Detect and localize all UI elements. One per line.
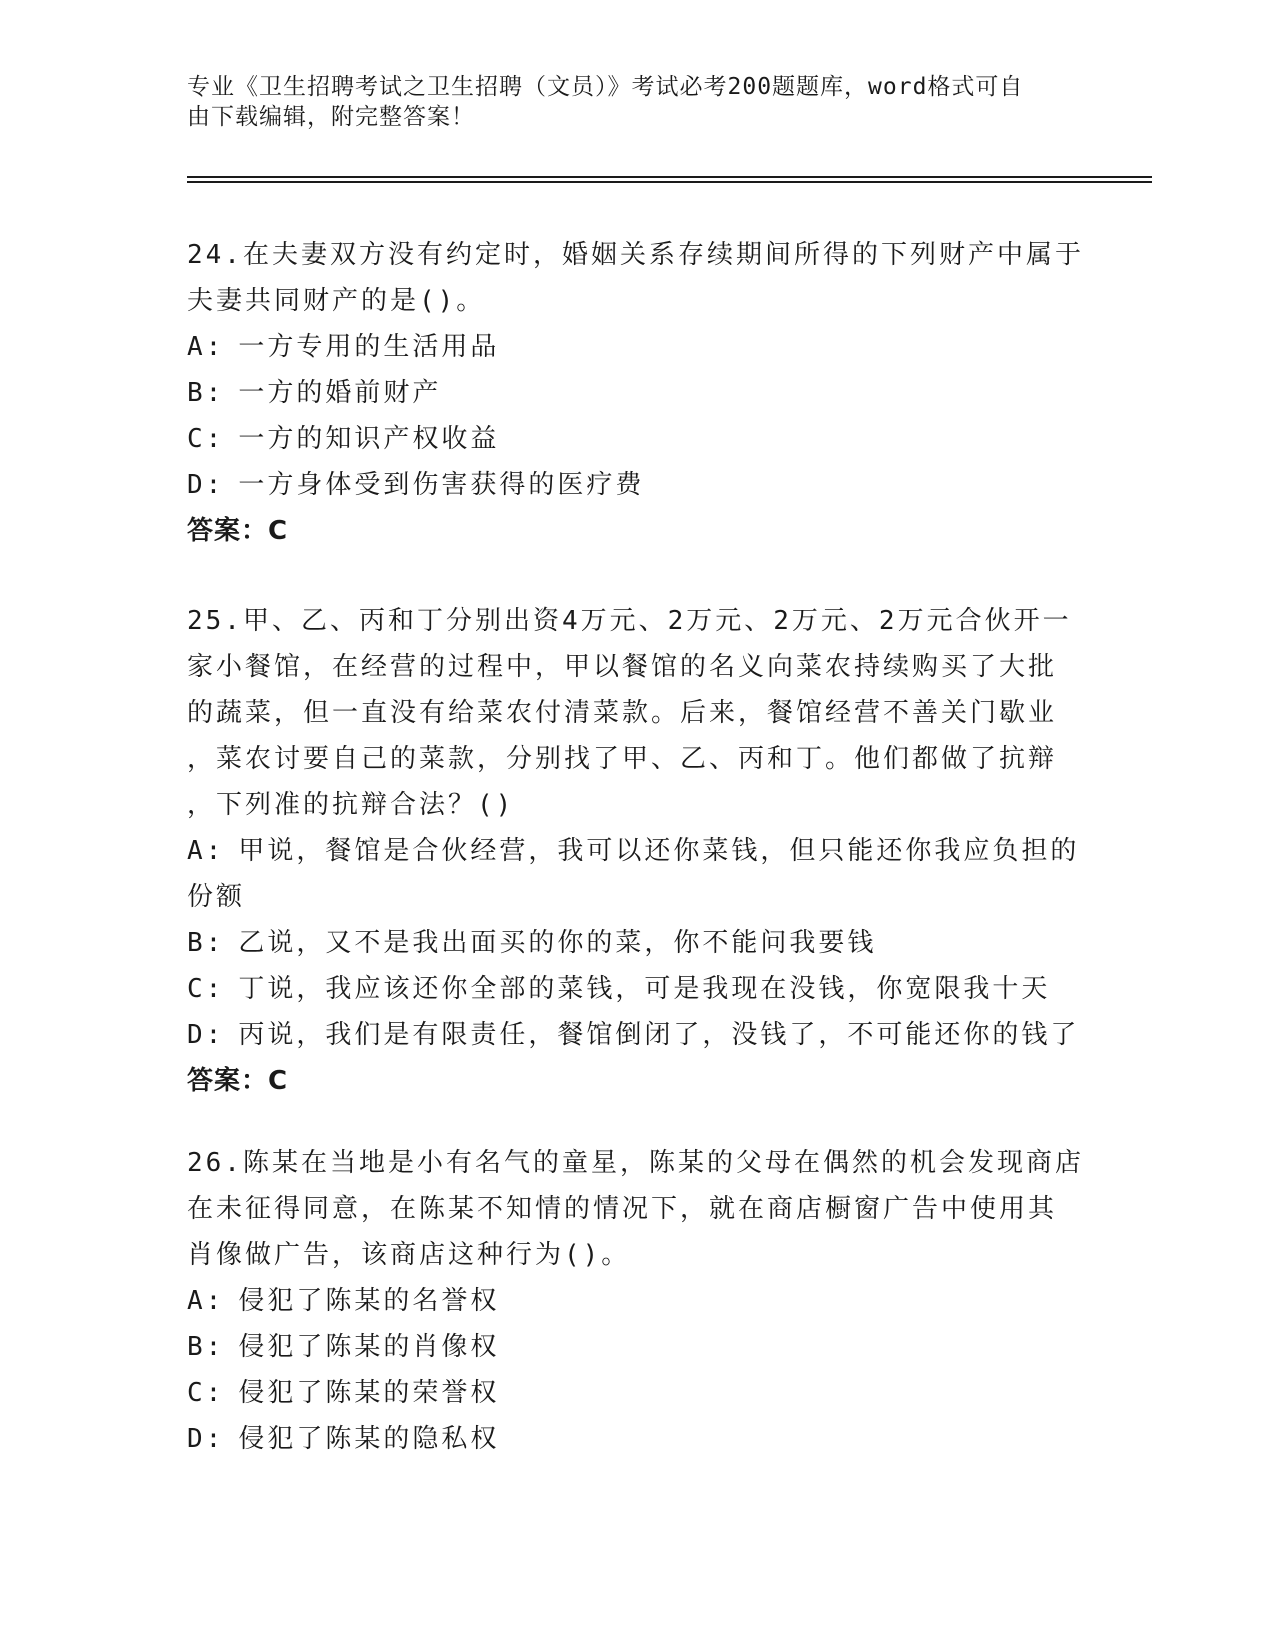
question-stem-line: 26.陈某在当地是小有名气的童星，陈某的父母在偶然的机会发现商店	[187, 1148, 1084, 1178]
option-letter: A:	[187, 1286, 225, 1316]
option-text: 丙说，我们是有限责任，餐馆倒闭了，没钱了，不可能还你的钱了	[238, 1020, 1080, 1050]
question-26	[187, 1140, 1087, 1462]
question-stem-line: 夫妻共同财产的是()。	[187, 286, 486, 316]
option-c	[187, 416, 1087, 462]
option-text: 侵犯了陈某的名誉权	[238, 1286, 500, 1316]
option-d	[187, 1012, 1087, 1058]
option-letter: A:	[187, 836, 225, 866]
question-stem-line: 的蔬菜，但一直没有给菜农付清菜款。后来，餐馆经营不善关门歇业	[187, 698, 1058, 728]
option-text: 甲说，餐馆是合伙经营，我可以还你菜钱，但只能还你我应负担的	[238, 836, 1080, 866]
option-letter: D:	[187, 1020, 225, 1050]
header-rule-top	[187, 176, 1152, 178]
question-stem-line: 24.在夫妻双方没有约定时，婚姻关系存续期间所得的下列财产中属于	[187, 240, 1084, 270]
option-letter: C:	[187, 1378, 225, 1408]
option-text: 侵犯了陈某的荣誉权	[238, 1378, 500, 1408]
option-letter: B:	[187, 378, 225, 408]
option-d	[187, 1416, 1087, 1462]
question-stem-line: 25.甲、乙、丙和丁分别出资4万元、2万元、2万元、2万元合伙开一	[187, 606, 1072, 636]
option-text: 侵犯了陈某的隐私权	[238, 1424, 500, 1454]
answer-label: 答案：C	[187, 1066, 289, 1096]
option-letter: C:	[187, 974, 225, 1004]
option-d	[187, 462, 1087, 508]
option-letter: B:	[187, 928, 225, 958]
question-stem-line: ，下列准的抗辩合法？()	[187, 790, 515, 820]
option-text: 一方身体受到伤害获得的医疗费	[238, 470, 645, 500]
document-header	[187, 72, 1067, 132]
option-text: 一方的婚前财产	[238, 378, 442, 408]
option-letter: A:	[187, 332, 225, 362]
option-a	[187, 828, 1087, 874]
option-letter: D:	[187, 1424, 225, 1454]
option-c	[187, 1370, 1087, 1416]
option-text: 一方的知识产权收益	[238, 424, 500, 454]
question-stem-line: 肖像做广告，该商店这种行为()。	[187, 1240, 631, 1270]
option-text: 乙说，又不是我出面买的你的菜，你不能问我要钱	[238, 928, 877, 958]
option-b	[187, 370, 1087, 416]
option-letter: C:	[187, 424, 225, 454]
option-b	[187, 1324, 1087, 1370]
option-letter: B:	[187, 1332, 225, 1362]
question-25	[187, 598, 1087, 1104]
option-a-continuation: 份额	[187, 882, 246, 912]
question-stem-line: ，菜农讨要自己的菜款，分别找了甲、乙、丙和丁。他们都做了抗辩	[187, 744, 1058, 774]
option-c	[187, 966, 1087, 1012]
option-text: 侵犯了陈某的肖像权	[238, 1332, 500, 1362]
option-text: 丁说，我应该还你全部的菜钱，可是我现在没钱，你宽限我十天	[238, 974, 1051, 1004]
question-stem-line: 在未征得同意，在陈某不知情的情况下，就在商店橱窗广告中使用其	[187, 1194, 1058, 1224]
option-letter: D:	[187, 470, 225, 500]
question-24	[187, 232, 1087, 554]
header-line: 由下载编辑，附完整答案！	[187, 104, 475, 130]
option-a	[187, 1278, 1087, 1324]
option-text: 一方专用的生活用品	[238, 332, 500, 362]
answer-label: 答案：C	[187, 516, 289, 546]
header-line: 专业《卫生招聘考试之卫生招聘（文员）》考试必考200题题库，word格式可自	[187, 74, 1024, 100]
option-b	[187, 920, 1087, 966]
header-rule-bottom	[187, 181, 1152, 183]
option-a	[187, 324, 1087, 370]
question-stem-line: 家小餐馆，在经营的过程中，甲以餐馆的名义向菜农持续购买了大批	[187, 652, 1058, 682]
